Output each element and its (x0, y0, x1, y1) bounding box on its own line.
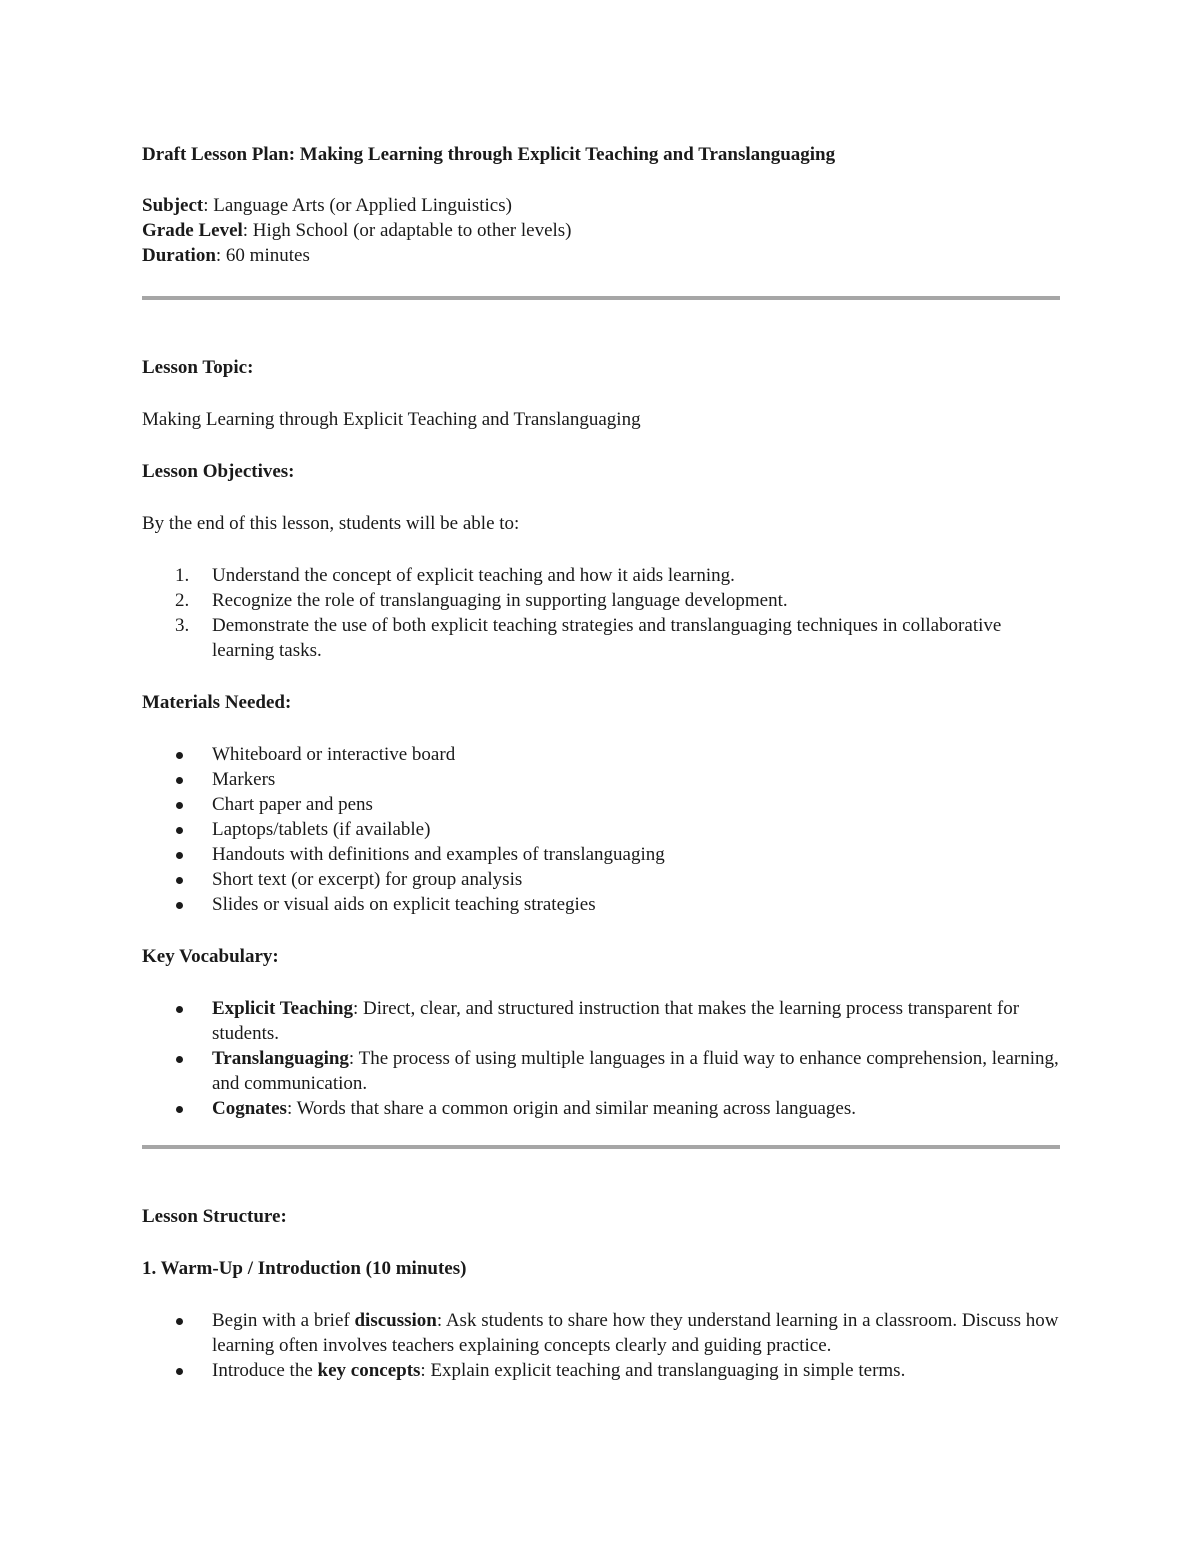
list-item-text: Laptops/tablets (if available) (212, 819, 431, 840)
materials-heading: Materials Needed: (142, 692, 292, 713)
bullet-icon (176, 852, 183, 859)
vocabulary-heading: Key Vocabulary: (142, 946, 279, 967)
bullet-icon (176, 827, 183, 834)
list-item-text: Markers (212, 769, 276, 790)
list-item-text: Whiteboard or interactive board (212, 744, 456, 765)
list-number: 2. (175, 590, 190, 611)
bullet-icon (176, 902, 183, 909)
list-item-text: Slides or visual aids on explicit teaching strategies (212, 894, 596, 915)
bullet-icon (176, 777, 183, 784)
list-item (142, 1308, 1060, 1358)
topic-text: Making Learning through Explicit Teaching and Translanguaging (142, 409, 641, 430)
subject-value: : Language Arts (or Applied Linguistics) (203, 195, 512, 216)
list-item (142, 767, 1060, 792)
list-item-text: Introduce the (212, 1360, 318, 1381)
list-item (142, 742, 1060, 767)
emphasis-text: key concepts (317, 1360, 421, 1381)
horizontal-rule (142, 296, 1060, 300)
list-item-text: Understand the concept of explicit teaching and how it aids learning. (212, 565, 735, 586)
bullet-icon (176, 1368, 183, 1375)
bullet-icon (176, 1318, 183, 1325)
meta-grade (142, 218, 1060, 243)
list-item (142, 563, 1060, 588)
objectives-intro: By the end of this lesson, students will be able to: (142, 513, 520, 534)
subject-label: Subject (142, 195, 204, 216)
list-item-text: Begin with a brief (212, 1310, 355, 1331)
document-page (142, 142, 1060, 1410)
bullet-icon (176, 1106, 183, 1113)
grade-label: Grade Level (142, 220, 243, 241)
list-item (142, 1046, 1060, 1096)
duration-label: Duration (142, 245, 216, 266)
section-heading: 1. Warm-Up / Introduction (10 minutes) (142, 1258, 467, 1279)
list-item (142, 792, 1060, 817)
bullet-icon (176, 1006, 183, 1013)
meta-subject (142, 193, 1060, 218)
list-item-text: Handouts with definitions and examples of translanguaging (212, 844, 665, 865)
vocab-term: Explicit Teaching (212, 998, 353, 1019)
bullet-icon (176, 877, 183, 884)
objectives-list (142, 563, 1060, 663)
duration-value: : 60 minutes (215, 245, 310, 266)
topic-heading: Lesson Topic: (142, 357, 254, 378)
list-item (142, 842, 1060, 867)
list-item (142, 1096, 1060, 1121)
vocab-definition: : Words that share a common origin and similar meaning across languages. (286, 1098, 856, 1119)
emphasis-text: discussion (354, 1310, 437, 1331)
objectives-heading: Lesson Objectives: (142, 461, 295, 482)
list-item-text: Short text (or excerpt) for group analysis (212, 869, 523, 890)
list-item-text: Chart paper and pens (212, 794, 373, 815)
list-number: 1. (175, 565, 190, 586)
vocab-definition: : Direct, clear, and structured instruction that makes the learning process transparent for students. (212, 998, 1020, 1044)
structure-heading: Lesson Structure: (142, 1206, 287, 1227)
list-item (142, 588, 1060, 613)
list-item (142, 817, 1060, 842)
list-item (142, 867, 1060, 892)
document-title: Draft Lesson Plan: Making Learning through Explicit Teaching and Translanguaging (142, 144, 836, 165)
grade-value: : High School (or adaptable to other levels) (242, 220, 572, 241)
list-number: 3. (175, 615, 190, 636)
vocab-definition: : The process of using multiple languages in a fluid way to enhance comprehension, learning, and communication. (212, 1048, 1059, 1094)
list-item (142, 613, 1060, 663)
list-item (142, 1358, 1060, 1383)
list-item (142, 996, 1060, 1046)
list-item-text: : Ask students to share how they understand learning in a classroom. Discuss how learning often involves teachers explaining concepts clearly and guiding practice. (212, 1310, 1059, 1356)
list-item-text: Recognize the role of translanguaging in supporting language development. (212, 590, 788, 611)
list-item-text: Demonstrate the use of both explicit teaching strategies and translanguaging techniques in collaborative learning tasks. (212, 615, 1002, 661)
list-item-text: : Explain explicit teaching and translanguaging in simple terms. (420, 1360, 906, 1381)
bullet-icon (176, 802, 183, 809)
vocab-term: Cognates (212, 1098, 287, 1119)
bullet-icon (176, 752, 183, 759)
horizontal-rule (142, 1145, 1060, 1149)
warmup-list (142, 1308, 1060, 1383)
list-item (142, 892, 1060, 917)
vocabulary-list (142, 996, 1060, 1121)
vocab-term: Translanguaging (212, 1048, 349, 1069)
meta-duration (142, 243, 1060, 268)
materials-list (142, 742, 1060, 917)
bullet-icon (176, 1056, 183, 1063)
